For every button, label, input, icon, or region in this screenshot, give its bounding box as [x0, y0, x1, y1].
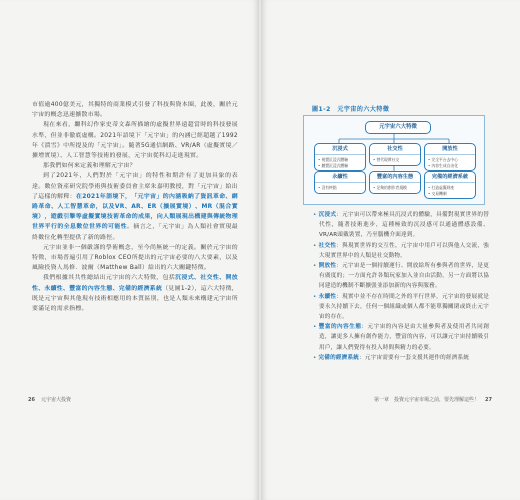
right-page — [261, 0, 520, 500]
highlighted-quote: 在2021年語境下，「元宇宙」的內涵吸納了資訊革命、網路革命、人工智慧革命，以及VR、AR、ER（擴展實境）、MR（混合實境），遊戲引擎等虛擬實境技術革命的成果，向人類展現出構建與傳統物理世界平行的全息數位世界的可能性 — [32, 193, 238, 231]
diagram-node-persistent — [314, 171, 366, 194]
page-number: 27 — [485, 397, 492, 403]
feature-bullet — [309, 241, 489, 261]
paragraph — [32, 161, 238, 171]
feature-term: 豐富的內容生態 — [318, 324, 362, 331]
left-page-body — [32, 100, 238, 314]
feature-bullet — [309, 353, 489, 363]
node-items — [315, 155, 365, 170]
node-items — [315, 183, 365, 193]
paragraph — [32, 273, 238, 314]
feature-description: ：現實中並不存在時間之外的平行世界，元宇宙的發展就是要永久持續下去，任何一個組織或個人都不能單獨關閉或終止元宇宙的存在。 — [319, 293, 490, 321]
feature-bullet — [309, 210, 489, 241]
node-item: • 內容生成自由化 — [428, 163, 472, 169]
diagram-node-economic-system — [424, 171, 476, 199]
node-title: 豐富的內容生態 — [370, 172, 420, 183]
right-page-body — [309, 210, 489, 363]
diagram-node-immersive — [314, 143, 366, 171]
node-item: • 視覺沉浸式體驗 — [318, 157, 362, 163]
page-number: 26 — [28, 397, 35, 403]
paragraph-text: 那我們如何來定義和理解元宇宙？ — [43, 163, 136, 170]
feature-bullet — [309, 261, 489, 292]
paragraph-text: 市值逾400億美元，其獨特的商業模式引發了科技與資本圈，此後，關於元宇宙的概念迅速擴散市場。 — [32, 102, 238, 119]
paragraph-text: 。摘言之，「元宇宙」為人類社會實現最終數位化轉型提供了新的路徑。 — [32, 224, 239, 241]
feature-term: 開放性 — [318, 263, 337, 270]
node-item: • 打造虛擬財產 — [428, 185, 472, 191]
node-title: 永續性 — [315, 172, 365, 183]
right-page-footer — [374, 396, 492, 403]
node-items — [370, 183, 420, 193]
node-item: • 完全平台去中心 — [428, 157, 472, 163]
node-title: 完備的經濟系統 — [425, 172, 475, 183]
feature-bullet — [309, 322, 489, 353]
figure-diagram — [303, 115, 485, 205]
diagram-node-social — [369, 143, 421, 166]
feature-term: 沉浸式 — [318, 212, 337, 218]
running-title: 元宇宙大投資 — [40, 397, 71, 403]
paragraph-text: 元宇宙並非一個嚴謹的學術概念，至今尚無統一的定義。關於元宇宙的特徵，市場普遍引用了Roblox CEO所提出的元宇宙必要的八大要素，以及風險投資人馬修．波爾（Matthew Ball）給出的六大關鍵特徵。 — [32, 244, 238, 272]
diagram-node-content-ecosystem — [369, 171, 421, 194]
paragraph — [32, 120, 238, 161]
node-item: • 足夠的創作者規模 — [373, 185, 417, 191]
paragraph-text: （見圖1-2），這六大特徵，既是元宇宙與其他現有技術相應用的本質區別，也是人類未來構建元宇宙所要滿足的需求指標。 — [32, 285, 238, 313]
node-items — [370, 155, 420, 165]
paragraph-text: 我們根據其共性總結出元宇宙的六大特徵，包括 — [43, 275, 176, 282]
feature-term: 完備的經濟系統 — [318, 354, 360, 361]
left-page — [0, 0, 259, 500]
feature-term: 永續性 — [318, 293, 337, 300]
chapter-title: 第一章 投資元宇宙市場之前，要先理解這些！ — [374, 397, 480, 403]
node-items — [425, 183, 475, 198]
feature-description: ：元宇宙需要有一套支援其運作的經濟系統 — [359, 354, 470, 361]
figure-label: 圖1-2 元宇宙的六大特徵 — [312, 106, 390, 113]
paragraph-text: 到了2021年，人們對於「元宇宙」的特性和期許有了更加具象的表達。數位資產研究院學術與技術委員會主席朱嘉明教授，對「元宇宙」給出了這樣的解釋： — [32, 173, 238, 200]
paragraph — [32, 171, 238, 242]
feature-bullet — [309, 292, 489, 323]
highlighted-features: 沉浸式、社交性、開放性、永續性、豐富的內容生態、完備的經濟系統 — [32, 275, 239, 292]
feature-description: ：元宇宙可以帶來極具沉浸式的體驗，具備對現實世界的替代性，隨著技術進步，這種極致的沉浸感可以通過體感設備、VR/AR頭戴裝置，乃至腦機介面達到。 — [319, 212, 490, 239]
paragraph — [32, 100, 238, 120]
feature-description: ：與現實世界的交互性，元宇宙中用戶可以與他人交流，強大現實世界中的人類是社交動物。 — [319, 242, 490, 259]
left-page-footer — [28, 396, 71, 403]
node-item: • 聽覺沉浸式體驗 — [318, 163, 362, 169]
paragraph-text: 現在來看，繼科幻作家史蒂文森所描繪的虛擬世界遠超當時的科技發展水準，但並非徹底虛構。2021年語境下「元宇宙」的內涵已經超越了1992年《潰雪》中所提及的「元宇宙」。隨著5G通信網路、VR/AR（虛擬實境／擴增實境）、人工智慧等技術的發展，元宇宙從科幻走進現實。 — [32, 122, 238, 160]
node-title: 開放性 — [425, 144, 475, 155]
diagram-node-open — [424, 143, 476, 171]
diagram-title: 元宇宙六大特徵 — [365, 121, 431, 134]
node-title: 沉浸式 — [315, 144, 365, 155]
feature-term: 社交性 — [318, 242, 337, 249]
feature-description: ：元宇宙的內容是由大量參與者及使用者共同創造，讓更多人擁有創作能力，豐富的內容，可以讓元宇宙持續吸引用戶，讓人們覺得有投入時間與精力的必要。 — [319, 324, 489, 351]
feature-description: ：元宇宙是一個持續運行、開放給所有參與者的世界，是更有廣度的；一方面允許各類玩家加入並自由活動，另一方面將以協同建造的機制不斷擴張並添加新的內容與服務。 — [319, 263, 490, 290]
node-title: 社交性 — [370, 144, 420, 155]
node-items — [425, 155, 475, 170]
node-item: • 沒有終點 — [318, 185, 362, 191]
node-item: • 交易機制 — [428, 191, 472, 197]
paragraph — [32, 243, 238, 274]
node-item: • 替代現實社交 — [373, 157, 417, 163]
